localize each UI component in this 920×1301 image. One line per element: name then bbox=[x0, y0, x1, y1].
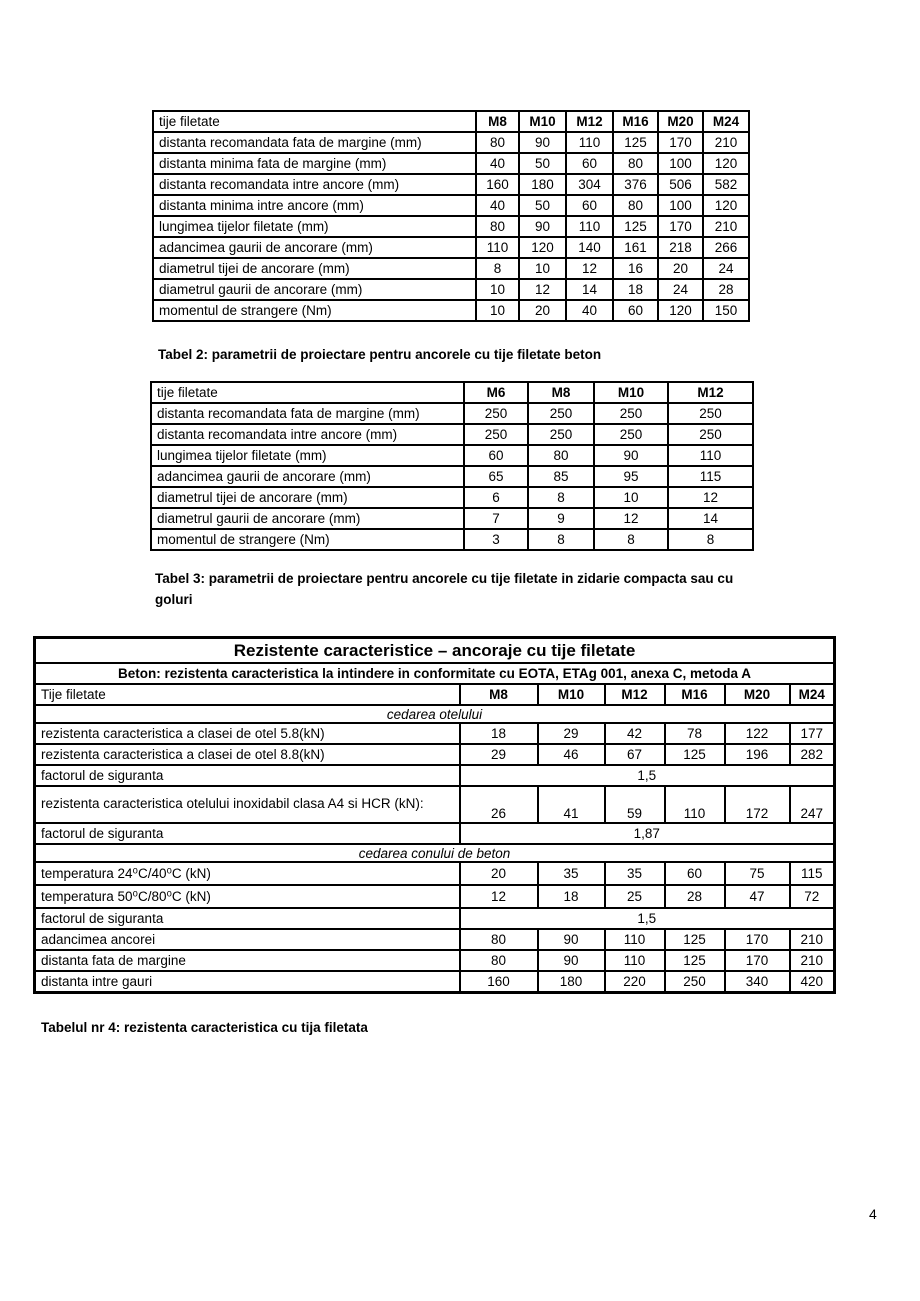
value-cell: 250 bbox=[464, 403, 528, 424]
table-row bbox=[153, 258, 749, 279]
table-row bbox=[153, 237, 749, 258]
value-cell: 12 bbox=[566, 258, 613, 279]
value-cell: 160 bbox=[476, 174, 519, 195]
value-cell: 250 bbox=[594, 424, 668, 445]
value-cell: 210 bbox=[790, 950, 835, 971]
value-cell: 28 bbox=[665, 885, 725, 908]
value-cell: 250 bbox=[528, 403, 594, 424]
value-cell: 160 bbox=[460, 971, 538, 993]
table-header-row bbox=[153, 111, 749, 132]
col-header: M24 bbox=[790, 684, 835, 705]
col-header: M10 bbox=[594, 382, 668, 403]
value-cell: 120 bbox=[519, 237, 566, 258]
table-title: Rezistente caracteristice – ancoraje cu tije filetate bbox=[35, 638, 835, 664]
value-cell: 115 bbox=[790, 862, 835, 885]
value-cell: 28 bbox=[703, 279, 749, 300]
value-cell: 42 bbox=[605, 723, 665, 744]
table-row bbox=[35, 908, 835, 929]
row-label: distanta recomandata fata de margine (mm) bbox=[151, 403, 464, 424]
value-cell: 80 bbox=[460, 929, 538, 950]
value-cell: 10 bbox=[476, 300, 519, 321]
value-cell: 59 bbox=[605, 786, 665, 823]
table3-caption: Tabel 3: parametrii de proiectare pentru ancorele cu tije filetate in zidarie compacta sau cu goluri bbox=[155, 571, 734, 607]
row-label: adancimea ancorei bbox=[35, 929, 460, 950]
value-cell: 122 bbox=[725, 723, 790, 744]
row-label: distanta minima intre ancore (mm) bbox=[153, 195, 476, 216]
value-cell: 20 bbox=[519, 300, 566, 321]
table-title-row bbox=[35, 638, 835, 664]
value-cell: 18 bbox=[538, 885, 605, 908]
table-row bbox=[153, 300, 749, 321]
row-label: diametrul gaurii de ancorare (mm) bbox=[151, 508, 464, 529]
col-header: M10 bbox=[538, 684, 605, 705]
value-cell: 172 bbox=[725, 786, 790, 823]
col-header: M12 bbox=[668, 382, 753, 403]
value-cell: 72 bbox=[790, 885, 835, 908]
table-row bbox=[35, 971, 835, 993]
table-header-row bbox=[35, 684, 835, 705]
value-cell: 420 bbox=[790, 971, 835, 993]
value-cell: 110 bbox=[476, 237, 519, 258]
table-row bbox=[35, 744, 835, 765]
row-label: rezistenta caracteristica a clasei de otel 8.8(kN) bbox=[35, 744, 460, 765]
value-cell: 140 bbox=[566, 237, 613, 258]
value-cell: 506 bbox=[658, 174, 703, 195]
value-cell: 9 bbox=[528, 508, 594, 529]
value-cell: 250 bbox=[594, 403, 668, 424]
value-cell: 90 bbox=[538, 929, 605, 950]
value-cell: 35 bbox=[538, 862, 605, 885]
value-cell: 80 bbox=[613, 153, 658, 174]
table-anchor-params-masonry bbox=[150, 381, 754, 551]
row-label: lungimea tijelor filetate (mm) bbox=[153, 216, 476, 237]
value-cell: 170 bbox=[725, 950, 790, 971]
value-cell: 90 bbox=[538, 950, 605, 971]
col-header: M24 bbox=[703, 111, 749, 132]
value-cell: 50 bbox=[519, 153, 566, 174]
table-row bbox=[153, 195, 749, 216]
value-cell: 29 bbox=[538, 723, 605, 744]
value-cell: 10 bbox=[594, 487, 668, 508]
value-cell: 125 bbox=[613, 216, 658, 237]
table-subtitle: Beton: rezistenta caracteristica la intindere in conformitate cu EOTA, ETAg 001, anexa C, metoda A bbox=[35, 663, 835, 684]
value-cell: 250 bbox=[464, 424, 528, 445]
value-cell: 80 bbox=[613, 195, 658, 216]
col-header: M20 bbox=[658, 111, 703, 132]
table-row bbox=[35, 950, 835, 971]
value-cell: 18 bbox=[613, 279, 658, 300]
row-label: distanta fata de margine bbox=[35, 950, 460, 971]
value-cell: 12 bbox=[668, 487, 753, 508]
table-row bbox=[35, 823, 835, 844]
value-cell: 16 bbox=[613, 258, 658, 279]
value-cell: 340 bbox=[725, 971, 790, 993]
section-heading: cedarea otelului bbox=[35, 705, 835, 723]
table-row bbox=[153, 153, 749, 174]
value-cell: 170 bbox=[725, 929, 790, 950]
col-header: tije filetate bbox=[151, 382, 464, 403]
value-cell-span: 1,5 bbox=[460, 765, 835, 786]
value-cell: 20 bbox=[658, 258, 703, 279]
value-cell: 67 bbox=[605, 744, 665, 765]
value-cell: 40 bbox=[566, 300, 613, 321]
value-cell: 110 bbox=[665, 786, 725, 823]
value-cell: 125 bbox=[665, 950, 725, 971]
col-header: M8 bbox=[528, 382, 594, 403]
table2-caption: Tabel 2: parametrii de proiectare pentru ancorele cu tije filetate beton bbox=[158, 347, 602, 362]
section-heading-row bbox=[35, 844, 835, 862]
value-cell: 90 bbox=[594, 445, 668, 466]
value-cell: 6 bbox=[464, 487, 528, 508]
col-header: M10 bbox=[519, 111, 566, 132]
value-cell: 177 bbox=[790, 723, 835, 744]
row-label: diametrul gaurii de ancorare (mm) bbox=[153, 279, 476, 300]
value-cell: 170 bbox=[658, 216, 703, 237]
col-header: M6 bbox=[464, 382, 528, 403]
table-row bbox=[35, 862, 835, 885]
value-cell: 40 bbox=[476, 153, 519, 174]
value-cell: 3 bbox=[464, 529, 528, 550]
table-row bbox=[153, 174, 749, 195]
value-cell: 266 bbox=[703, 237, 749, 258]
table-row bbox=[153, 279, 749, 300]
value-cell: 12 bbox=[460, 885, 538, 908]
table-subtitle-row bbox=[35, 663, 835, 684]
row-label: momentul de strangere (Nm) bbox=[153, 300, 476, 321]
value-cell: 12 bbox=[519, 279, 566, 300]
row-label: diametrul tijei de ancorare (mm) bbox=[151, 487, 464, 508]
table-header-row bbox=[151, 382, 753, 403]
col-header: M8 bbox=[460, 684, 538, 705]
col-header: Tije filetate bbox=[35, 684, 460, 705]
value-cell: 35 bbox=[605, 862, 665, 885]
value-cell: 8 bbox=[476, 258, 519, 279]
value-cell: 210 bbox=[703, 132, 749, 153]
value-cell: 110 bbox=[605, 929, 665, 950]
value-cell: 18 bbox=[460, 723, 538, 744]
value-cell: 75 bbox=[725, 862, 790, 885]
value-cell: 25 bbox=[605, 885, 665, 908]
row-label: temperatura 50⁰C/80⁰C (kN) bbox=[35, 885, 460, 908]
value-cell: 125 bbox=[665, 744, 725, 765]
value-cell: 100 bbox=[658, 195, 703, 216]
table-row bbox=[151, 508, 753, 529]
value-cell: 170 bbox=[658, 132, 703, 153]
section-heading: cedarea conului de beton bbox=[35, 844, 835, 862]
value-cell: 29 bbox=[460, 744, 538, 765]
value-cell: 8 bbox=[528, 529, 594, 550]
row-label: momentul de strangere (Nm) bbox=[151, 529, 464, 550]
row-label: diametrul tijei de ancorare (mm) bbox=[153, 258, 476, 279]
row-label: distanta minima fata de margine (mm) bbox=[153, 153, 476, 174]
col-header: M20 bbox=[725, 684, 790, 705]
value-cell: 582 bbox=[703, 174, 749, 195]
value-cell: 180 bbox=[519, 174, 566, 195]
value-cell: 60 bbox=[665, 862, 725, 885]
row-label: lungimea tijelor filetate (mm) bbox=[151, 445, 464, 466]
value-cell: 210 bbox=[790, 929, 835, 950]
value-cell: 95 bbox=[594, 466, 668, 487]
value-cell: 282 bbox=[790, 744, 835, 765]
value-cell: 40 bbox=[476, 195, 519, 216]
row-label: distanta recomandata fata de margine (mm) bbox=[153, 132, 476, 153]
value-cell: 196 bbox=[725, 744, 790, 765]
row-label: distanta recomandata intre ancore (mm) bbox=[151, 424, 464, 445]
value-cell: 8 bbox=[528, 487, 594, 508]
value-cell: 247 bbox=[790, 786, 835, 823]
row-label: adancimea gaurii de ancorare (mm) bbox=[153, 237, 476, 258]
value-cell: 180 bbox=[538, 971, 605, 993]
row-label: rezistenta caracteristica otelului inoxidabil clasa A4 si HCR (kN): bbox=[35, 786, 460, 823]
value-cell: 8 bbox=[594, 529, 668, 550]
value-cell: 47 bbox=[725, 885, 790, 908]
table-row bbox=[151, 529, 753, 550]
row-label: factorul de siguranta bbox=[35, 908, 460, 929]
value-cell: 8 bbox=[668, 529, 753, 550]
value-cell: 10 bbox=[476, 279, 519, 300]
col-header: M8 bbox=[476, 111, 519, 132]
value-cell: 115 bbox=[668, 466, 753, 487]
value-cell: 304 bbox=[566, 174, 613, 195]
value-cell: 20 bbox=[460, 862, 538, 885]
value-cell: 80 bbox=[476, 132, 519, 153]
row-label: adancimea gaurii de ancorare (mm) bbox=[151, 466, 464, 487]
col-header: M12 bbox=[566, 111, 613, 132]
value-cell: 120 bbox=[703, 153, 749, 174]
value-cell: 7 bbox=[464, 508, 528, 529]
value-cell: 26 bbox=[460, 786, 538, 823]
table-row bbox=[35, 929, 835, 950]
value-cell: 250 bbox=[665, 971, 725, 993]
value-cell: 250 bbox=[528, 424, 594, 445]
row-label: distanta recomandata intre ancore (mm) bbox=[153, 174, 476, 195]
value-cell: 60 bbox=[566, 153, 613, 174]
value-cell: 85 bbox=[528, 466, 594, 487]
col-header: M12 bbox=[605, 684, 665, 705]
col-header: M16 bbox=[613, 111, 658, 132]
value-cell: 250 bbox=[668, 403, 753, 424]
value-cell: 161 bbox=[613, 237, 658, 258]
value-cell: 220 bbox=[605, 971, 665, 993]
value-cell: 10 bbox=[519, 258, 566, 279]
value-cell: 120 bbox=[703, 195, 749, 216]
row-label: factorul de siguranta bbox=[35, 765, 460, 786]
value-cell: 218 bbox=[658, 237, 703, 258]
table-row bbox=[153, 132, 749, 153]
row-label: factorul de siguranta bbox=[35, 823, 460, 844]
table-row bbox=[151, 445, 753, 466]
value-cell-span: 1,5 bbox=[460, 908, 835, 929]
value-cell: 41 bbox=[538, 786, 605, 823]
value-cell: 14 bbox=[668, 508, 753, 529]
table4-caption: Tabelul nr 4: rezistenta caracteristica cu tija filetata bbox=[41, 1020, 368, 1035]
value-cell: 60 bbox=[464, 445, 528, 466]
value-cell: 120 bbox=[658, 300, 703, 321]
value-cell: 12 bbox=[594, 508, 668, 529]
col-header: tije filetate bbox=[153, 111, 476, 132]
value-cell: 100 bbox=[658, 153, 703, 174]
table-row bbox=[153, 216, 749, 237]
value-cell: 110 bbox=[566, 216, 613, 237]
section-heading-row bbox=[35, 705, 835, 723]
value-cell: 80 bbox=[460, 950, 538, 971]
value-cell: 110 bbox=[566, 132, 613, 153]
value-cell: 80 bbox=[528, 445, 594, 466]
page-number: 4 bbox=[869, 1206, 877, 1222]
value-cell: 90 bbox=[519, 216, 566, 237]
row-label: distanta intre gauri bbox=[35, 971, 460, 993]
col-header: M16 bbox=[665, 684, 725, 705]
value-cell: 65 bbox=[464, 466, 528, 487]
value-cell: 46 bbox=[538, 744, 605, 765]
value-cell: 150 bbox=[703, 300, 749, 321]
value-cell: 50 bbox=[519, 195, 566, 216]
value-cell: 110 bbox=[605, 950, 665, 971]
value-cell: 60 bbox=[613, 300, 658, 321]
value-cell: 60 bbox=[566, 195, 613, 216]
value-cell: 24 bbox=[658, 279, 703, 300]
value-cell: 125 bbox=[665, 929, 725, 950]
value-cell-span: 1,87 bbox=[460, 823, 835, 844]
value-cell: 376 bbox=[613, 174, 658, 195]
value-cell: 210 bbox=[703, 216, 749, 237]
row-label: temperatura 24⁰C/40⁰C (kN) bbox=[35, 862, 460, 885]
value-cell: 78 bbox=[665, 723, 725, 744]
value-cell: 90 bbox=[519, 132, 566, 153]
table-row bbox=[151, 424, 753, 445]
table-characteristic-resistance bbox=[33, 636, 836, 994]
value-cell: 80 bbox=[476, 216, 519, 237]
table-row bbox=[151, 403, 753, 424]
table-row bbox=[35, 885, 835, 908]
value-cell: 14 bbox=[566, 279, 613, 300]
table-row bbox=[35, 786, 835, 823]
value-cell: 125 bbox=[613, 132, 658, 153]
row-label: rezistenta caracteristica a clasei de otel 5.8(kN) bbox=[35, 723, 460, 744]
table-row bbox=[35, 723, 835, 744]
table-anchor-params-concrete bbox=[152, 110, 750, 322]
table-row bbox=[35, 765, 835, 786]
value-cell: 24 bbox=[703, 258, 749, 279]
value-cell: 110 bbox=[668, 445, 753, 466]
table-row bbox=[151, 466, 753, 487]
table-row bbox=[151, 487, 753, 508]
value-cell: 250 bbox=[668, 424, 753, 445]
